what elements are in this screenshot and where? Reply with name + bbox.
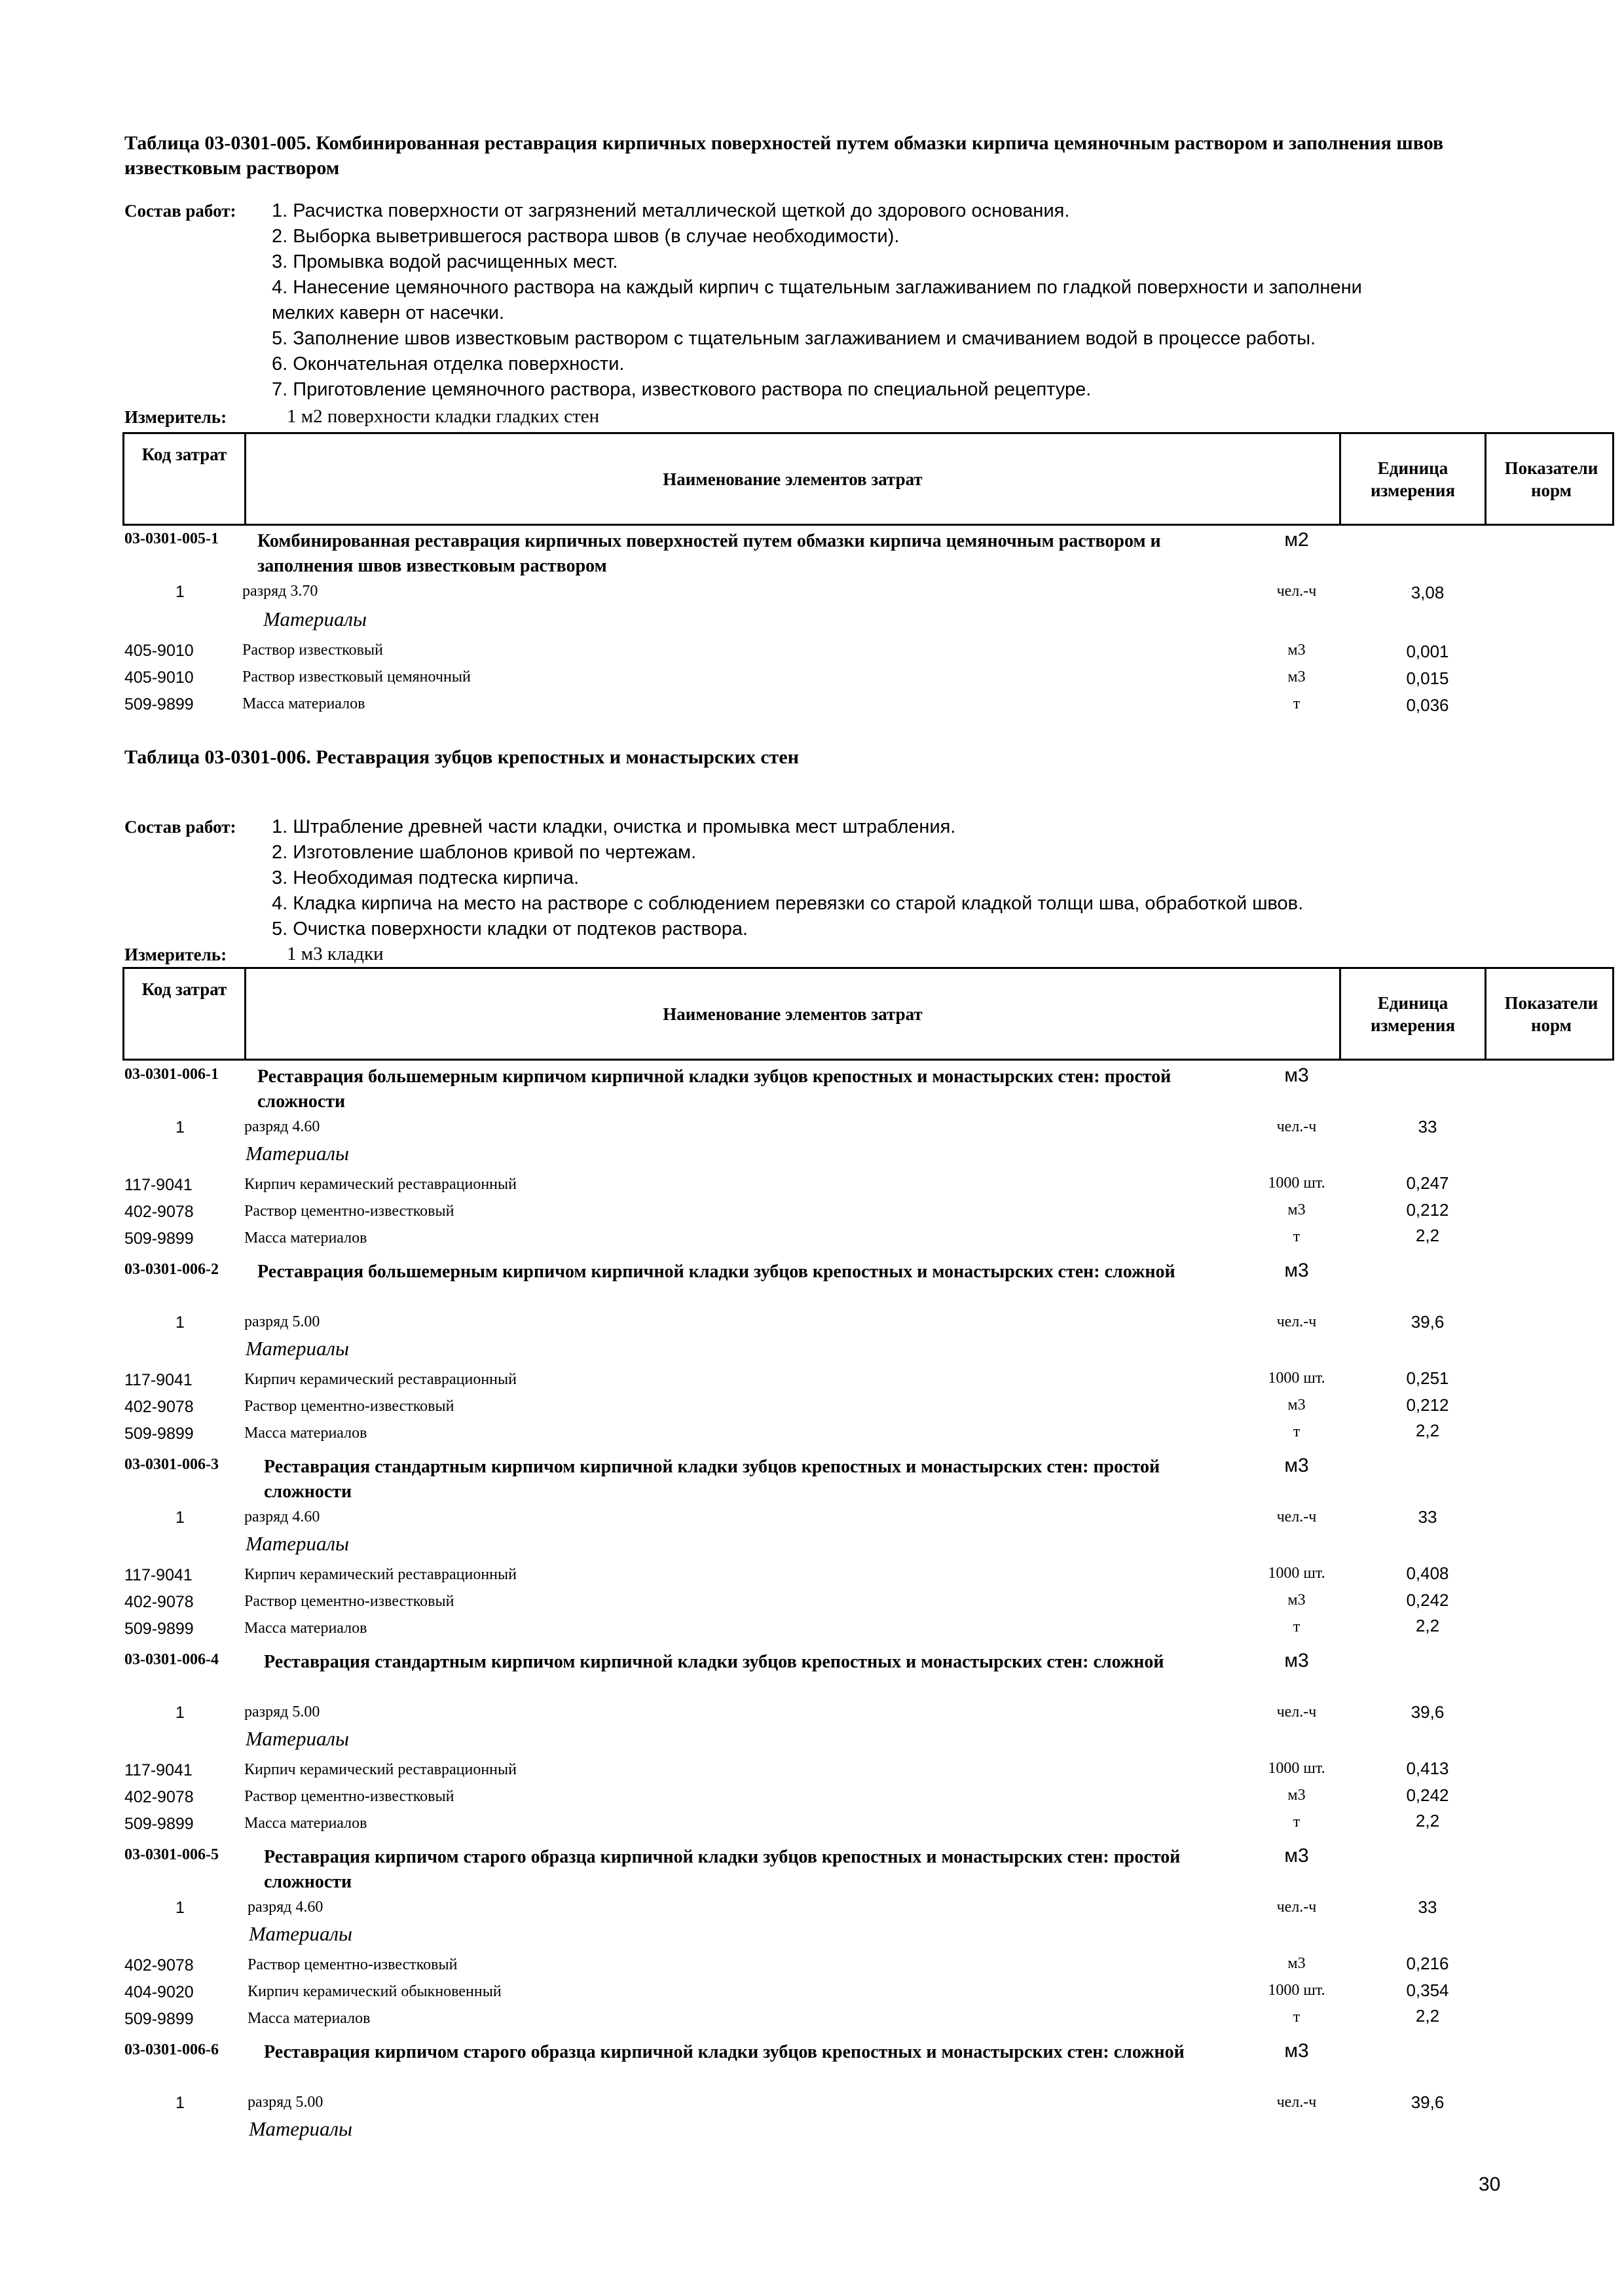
item-code: 03-0301-006-1	[124, 1066, 219, 1083]
cost-block	[124, 1261, 1513, 1456]
labor-unit: чел.-ч	[1276, 583, 1317, 600]
material-name: Масса материалов	[242, 695, 365, 712]
labor-unit: чел.-ч	[1276, 1899, 1317, 1916]
labor-num: 1	[175, 1899, 185, 1917]
material-value: 0,216	[1406, 1954, 1449, 1973]
item-name: Реставрация стандартным кирпичом кирпичной кладки зубцов крепостных и монастырских стен: простой сложности	[264, 1457, 1160, 1502]
page-number: 30	[1479, 2174, 1501, 2195]
material-code: 405-9010	[124, 642, 194, 660]
material-unit: 1000 шт.	[1268, 1370, 1325, 1387]
table2-header	[122, 967, 1614, 1061]
labor-name: разряд 5.00	[244, 1313, 320, 1330]
table2-measure-label: Измеритель:	[124, 945, 227, 964]
material-unit: т	[1293, 1423, 1301, 1440]
material-name: Кирпич керамический реставрационный	[244, 1176, 517, 1193]
item-code: 03-0301-006-3	[124, 1456, 219, 1473]
material-name: Масса материалов	[244, 1230, 367, 1247]
material-value: 2,2	[1415, 1226, 1440, 1245]
table1-work-label: Состав работ:	[124, 201, 236, 221]
material-unit: т	[1293, 695, 1301, 712]
item-unit: м3	[1284, 1260, 1309, 1281]
table1-measure-label: Измеритель:	[124, 407, 227, 427]
item-name: Реставрация стандартным кирпичом кирпичной кладки зубцов крепостных и монастырских стен: сложной	[264, 1652, 1164, 1672]
material-unit: м3	[1287, 1592, 1306, 1609]
materials-label: Материалы	[249, 1922, 353, 1945]
material-unit: м3	[1287, 642, 1306, 659]
table1-title: Таблица 03-0301-005. Комбинированная реставрация кирпичных поверхностей путем обмазки кирпича цемяночным раствором и заполнения швов известковым раствором	[124, 132, 1444, 179]
cost-block	[124, 1066, 1513, 1261]
work-item: 3. Промывка водой расчищенных мест.	[272, 251, 618, 272]
item-name: Реставрация кирпичом старого образца кирпичной кладки зубцов крепостных и монастырских стен: простой сложности	[264, 1847, 1181, 1892]
labor-name: разряд 4.60	[248, 1899, 323, 1916]
table1-header	[122, 432, 1614, 526]
work-item: 2. Выборка выветрившегося раствора швов (в случае необходимости).	[272, 226, 900, 247]
material-code: 117-9041	[124, 1176, 193, 1194]
material-code: 402-9078	[124, 1398, 194, 1416]
item-unit: м3	[1284, 2040, 1309, 2062]
item-code: 03-0301-006-5	[124, 1846, 219, 1863]
item-code: 03-0301-005-1	[124, 530, 219, 547]
material-value: 0,408	[1406, 1563, 1449, 1583]
cost-block	[124, 1651, 1513, 1846]
material-value: 0,251	[1406, 1368, 1449, 1388]
labor-unit: чел.-ч	[1276, 1313, 1317, 1330]
header-code: Код затрат	[141, 979, 227, 999]
material-name: Масса материалов	[244, 1815, 367, 1832]
labor-unit: чел.-ч	[1276, 2094, 1317, 2111]
work-item: 6. Окончательная отделка поверхности.	[272, 354, 625, 374]
material-name: Раствор цементно-известковый	[244, 1788, 454, 1805]
material-name: Раствор цементно-известковый	[248, 1956, 458, 1973]
table1-body	[124, 530, 1513, 727]
material-code: 509-9899	[124, 1815, 194, 1833]
material-name: Кирпич керамический реставрационный	[244, 1371, 517, 1388]
material-name: Масса материалов	[248, 2010, 371, 2027]
table2-work-list	[272, 814, 1303, 942]
material-unit: м3	[1287, 668, 1306, 685]
header-name: Наименование элементов затрат	[244, 969, 1339, 1059]
material-code: 509-9899	[124, 2010, 194, 2028]
material-value: 0,001	[1406, 642, 1449, 661]
material-value: 0,212	[1406, 1200, 1449, 1220]
header-unit: Единица измерения	[1339, 434, 1485, 524]
material-value: 0,242	[1406, 1590, 1449, 1610]
material-name: Масса материалов	[244, 1620, 367, 1637]
material-name: Раствор известковый цемяночный	[242, 668, 471, 685]
work-item: 4. Нанесение цемяночного раствора на каждый кирпич с тщательным заглаживанием по гладкой поверхности и заполнени	[272, 277, 1362, 298]
materials-label: Материалы	[246, 1532, 350, 1555]
item-name: Комбинированная реставрация кирпичных поверхностей путем обмазки кирпича цемяночным раствором и заполнения швов известковым раствором	[257, 531, 1161, 576]
labor-value: 33	[1418, 1117, 1437, 1137]
labor-num: 1	[175, 1704, 185, 1722]
material-code: 509-9899	[124, 1620, 194, 1638]
cost-block	[124, 1846, 1513, 2041]
item-code: 03-0301-006-2	[124, 1261, 219, 1278]
work-item: мелких каверн от насечки.	[272, 302, 505, 323]
labor-num: 1	[175, 583, 185, 601]
materials-label: Материалы	[246, 1727, 350, 1750]
material-code: 509-9899	[124, 695, 194, 714]
table2-measure-value: 1 м3 кладки	[287, 943, 384, 964]
material-code: 402-9078	[124, 1788, 194, 1806]
header-value: Показатели норм	[1485, 434, 1616, 524]
material-unit: 1000 шт.	[1268, 1175, 1325, 1192]
work-item: 4. Кладка кирпича на место на растворе с соблюдением перевязки со старой кладкой толщи шва, обработкой швов.	[272, 893, 1304, 914]
material-name: Раствор известковый	[242, 642, 383, 659]
item-code: 03-0301-006-6	[124, 2041, 219, 2058]
material-code: 405-9010	[124, 668, 194, 687]
item-unit: м2	[1284, 529, 1309, 551]
header-code: Код затрат	[141, 445, 227, 464]
work-item: 3. Необходимая подтеска кирпича.	[272, 867, 580, 888]
labor-num: 1	[175, 1118, 185, 1137]
material-code: 117-9041	[124, 1566, 193, 1584]
material-unit: м3	[1287, 1955, 1306, 1972]
work-item: 1. Штрабление древней части кладки, очистка и промывка мест штрабления.	[272, 816, 956, 837]
labor-num: 1	[175, 1313, 185, 1332]
labor-value: 39,6	[1411, 2092, 1445, 2112]
work-item: 7. Приготовление цемяночного раствора, известкового раствора по специальной рецептуре.	[272, 379, 1092, 400]
table1-work-list	[272, 198, 1362, 403]
work-item: 1. Расчистка поверхности от загрязнений металлической щеткой до здорового основания.	[272, 200, 1070, 221]
header-value: Показатели норм	[1485, 969, 1616, 1059]
material-name: Раствор цементно-известковый	[244, 1593, 454, 1610]
labor-value: 33	[1418, 1507, 1437, 1527]
item-unit: м3	[1284, 1065, 1309, 1086]
material-code: 404-9020	[124, 1983, 194, 2001]
labor-value: 33	[1418, 1897, 1437, 1917]
labor-value: 39,6	[1411, 1702, 1445, 1722]
labor-value: 3,08	[1411, 583, 1445, 602]
item-unit: м3	[1284, 1650, 1309, 1671]
work-item: 2. Изготовление шаблонов кривой по чертежам.	[272, 842, 697, 863]
materials-label: Материалы	[246, 1142, 350, 1165]
header-unit: Единица измерения	[1339, 969, 1485, 1059]
labor-unit: чел.-ч	[1276, 1118, 1317, 1135]
material-value: 2,2	[1415, 1811, 1440, 1831]
cost-block	[124, 1456, 1513, 1651]
material-value: 0,242	[1406, 1785, 1449, 1805]
header-name: Наименование элементов затрат	[244, 434, 1339, 524]
table2-work-label: Состав работ:	[124, 817, 236, 837]
labor-num: 1	[175, 1508, 185, 1527]
labor-unit: чел.-ч	[1276, 1508, 1317, 1525]
material-value: 0,247	[1406, 1173, 1449, 1193]
material-unit: т	[1293, 1228, 1301, 1245]
cost-block	[124, 2041, 1513, 2153]
materials-label: Материалы	[246, 1337, 350, 1360]
labor-unit: чел.-ч	[1276, 1704, 1317, 1721]
material-code: 402-9078	[124, 1593, 194, 1611]
material-name: Кирпич керамический обыкновенный	[248, 1983, 502, 2000]
material-unit: 1000 шт.	[1268, 1565, 1325, 1582]
material-unit: т	[1293, 1618, 1301, 1635]
material-unit: 1000 шт.	[1268, 1982, 1325, 1999]
item-unit: м3	[1284, 1455, 1309, 1476]
material-value: 0,015	[1406, 668, 1449, 688]
labor-name: разряд 4.60	[244, 1118, 320, 1135]
material-name: Раствор цементно-известковый	[244, 1398, 454, 1415]
labor-num: 1	[175, 2094, 185, 2112]
material-value: 2,2	[1415, 1421, 1440, 1440]
materials-label: Материалы	[263, 608, 367, 630]
material-value: 0,354	[1406, 1980, 1449, 2000]
item-name: Реставрация большемерным кирпичом кирпичной кладки зубцов крепостных и монастырских стен: сложной	[257, 1262, 1175, 1282]
material-code: 402-9078	[124, 1203, 194, 1221]
labor-name: разряд 5.00	[248, 2094, 323, 2111]
table1-measure-value: 1 м2 поверхности кладки гладких стен	[287, 406, 600, 427]
material-name: Масса материалов	[244, 1425, 367, 1442]
material-unit: м3	[1287, 1201, 1306, 1218]
item-unit: м3	[1284, 1845, 1309, 1867]
material-value: 2,2	[1415, 1616, 1440, 1635]
material-unit: м3	[1287, 1396, 1306, 1413]
labor-name: разряд 5.00	[244, 1704, 320, 1721]
work-item: 5. Заполнение швов известковым раствором с тщательным заглаживанием и смачиванием водой в процессе работы.	[272, 328, 1316, 349]
material-unit: т	[1293, 2009, 1301, 2026]
material-name: Кирпич керамический реставрационный	[244, 1761, 517, 1778]
labor-name: разряд 4.60	[244, 1508, 320, 1525]
materials-label: Материалы	[249, 2117, 353, 2140]
item-code: 03-0301-006-4	[124, 1651, 219, 1668]
labor-value: 39,6	[1411, 1312, 1445, 1332]
material-name: Кирпич керамический реставрационный	[244, 1566, 517, 1583]
table2-title: Таблица 03-0301-006. Реставрация зубцов крепостных и монастырских стен	[124, 746, 800, 768]
material-name: Раствор цементно-известковый	[244, 1203, 454, 1220]
material-value: 0,212	[1406, 1395, 1449, 1415]
material-value: 0,036	[1406, 695, 1449, 715]
work-item: 5. Очистка поверхности кладки от подтеков раствора.	[272, 919, 748, 939]
material-code: 117-9041	[124, 1371, 193, 1389]
labor-name: разряд 3.70	[242, 583, 318, 600]
material-unit: т	[1293, 1813, 1301, 1831]
material-unit: 1000 шт.	[1268, 1760, 1325, 1777]
material-code: 509-9899	[124, 1230, 194, 1248]
material-code: 402-9078	[124, 1956, 194, 1975]
material-value: 0,413	[1406, 1758, 1449, 1778]
material-code: 509-9899	[124, 1425, 194, 1443]
item-name: Реставрация кирпичом старого образца кирпичной кладки зубцов крепостных и монастырских стен: сложной	[264, 2042, 1185, 2062]
material-value: 2,2	[1415, 2006, 1440, 2026]
item-name: Реставрация большемерным кирпичом кирпичной кладки зубцов крепостных и монастырских стен: простой сложности	[257, 1066, 1172, 1112]
material-code: 117-9041	[124, 1761, 193, 1779]
material-unit: м3	[1287, 1787, 1306, 1804]
